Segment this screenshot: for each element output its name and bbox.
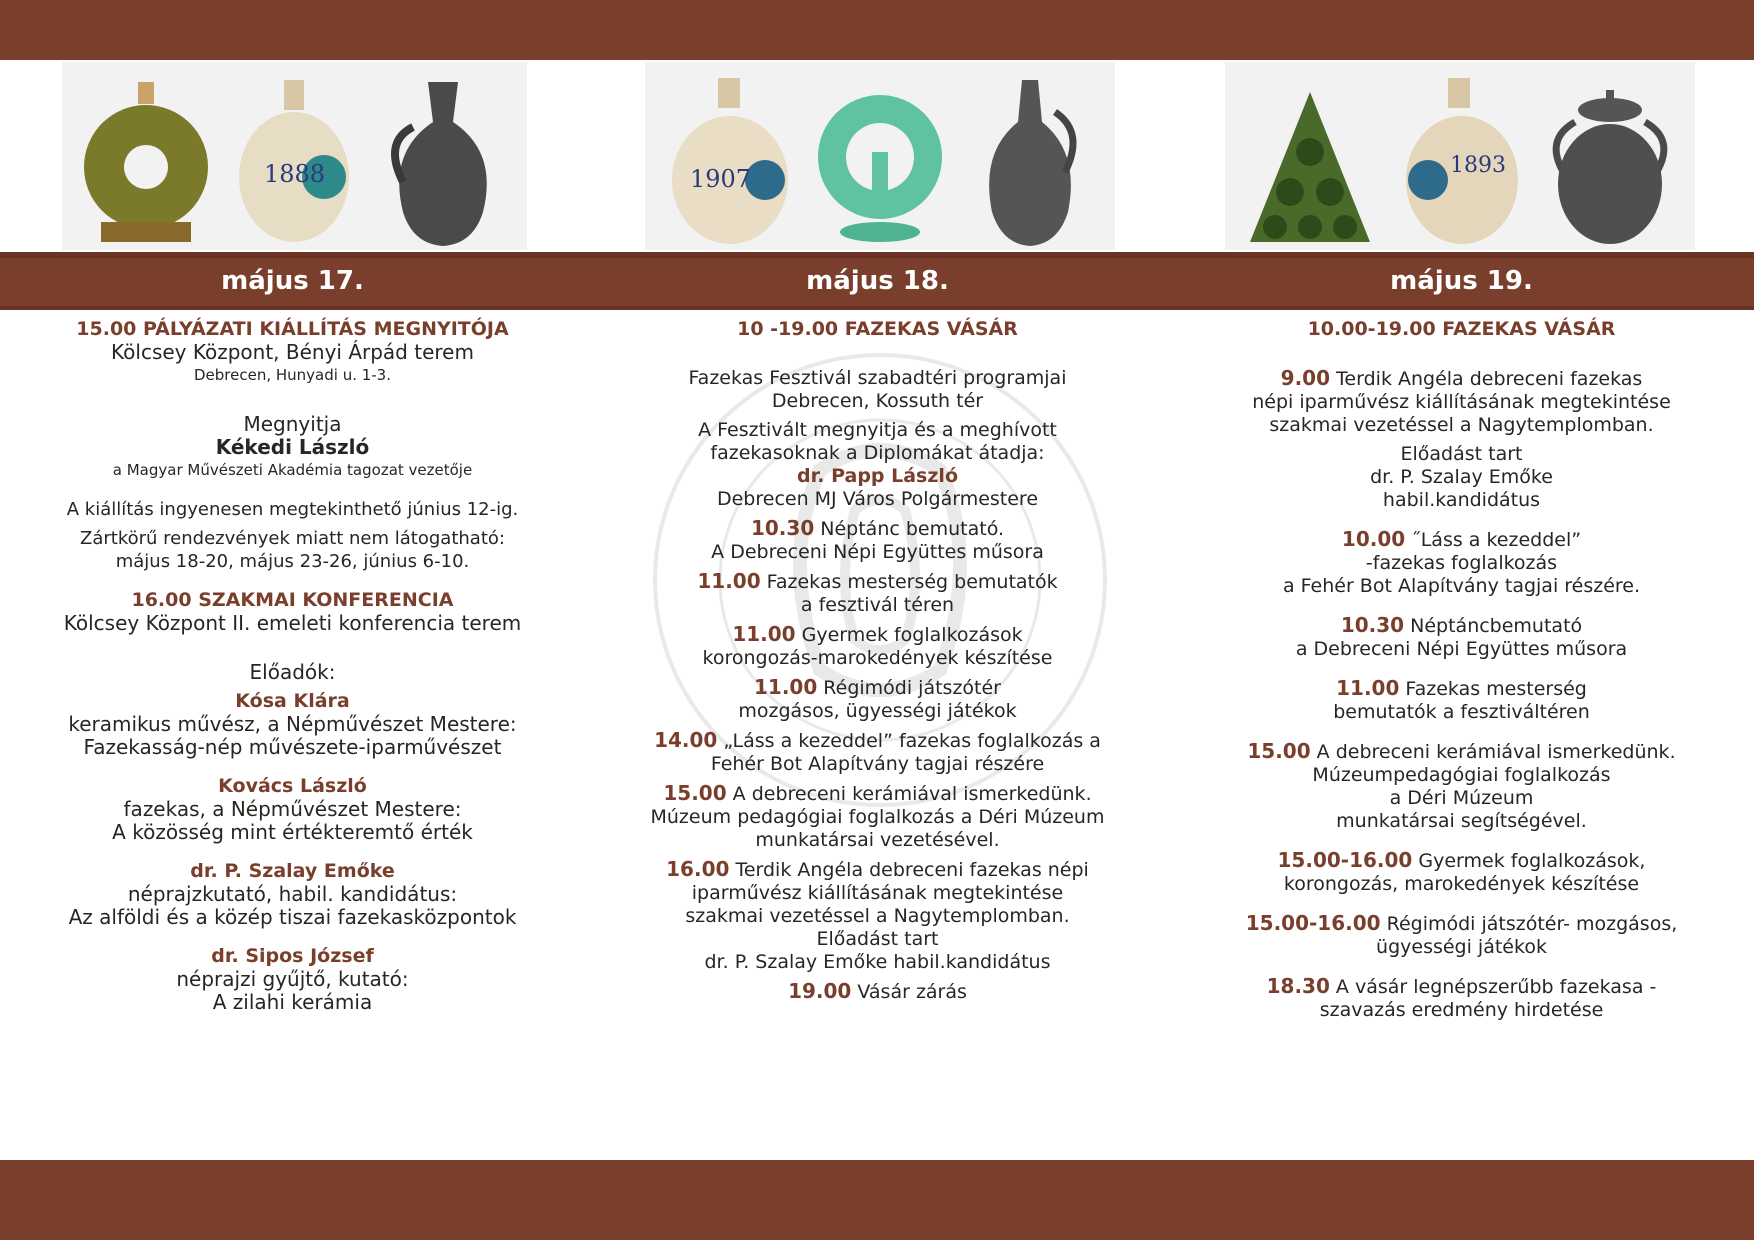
event-closing: 19.00 Vásár zárás	[788, 979, 967, 1003]
day-heading-may-17: május 17.	[221, 266, 364, 296]
event-museum: 15.00 A debreceni kerámiával ismerkedünk.	[1247, 739, 1676, 763]
address: Debrecen, Hunyadi u. 1-3.	[193, 366, 391, 384]
event-time: 18.30	[1266, 974, 1330, 998]
event-time: 15.00-16.00	[1277, 848, 1413, 872]
venue: Kölcsey Központ, Bényi Árpád terem	[111, 340, 474, 364]
event-detail: a Debreceni Népi Együttes műsora	[1295, 638, 1628, 660]
program-may-17	[0, 318, 585, 1014]
opening-line-2: fazekasoknak a Diplomákat átadja:	[710, 442, 1045, 464]
event-folk-dance: 10.30 Néptánc bemutató.	[750, 516, 1005, 540]
photo-group-may-17	[62, 62, 527, 250]
fair-heading: 10 -19.00 FAZEKAS VÁSÁR	[737, 318, 1018, 340]
event-detail: Múzeumpedagógiai foglalkozás	[1312, 764, 1611, 786]
event-playground: 11.00 Régimódi játszótér	[753, 675, 1001, 699]
green-ring-flask-image	[76, 72, 216, 250]
event-vote: 18.30 A vásár legnépszerűbb fazekasa -	[1266, 974, 1657, 998]
event-folk-dance: 10.30 Néptáncbemutató	[1340, 613, 1583, 637]
event-time: 11.00	[753, 675, 818, 699]
event-museum: 15.00 A debreceni kerámiával ismerkedünk.	[663, 781, 1092, 805]
event-detail: munkatársai segítségével.	[1336, 810, 1587, 832]
event-detail: szakmai vezetéssel a Nagytemplomban.	[685, 905, 1070, 927]
event-detail: szavazás eredmény hirdetése	[1319, 999, 1604, 1021]
speaker-role: fazekas, a Népművészet Mestere:	[123, 797, 462, 821]
pottery-photo-strip	[0, 62, 1754, 250]
event-exhibition-tour: 9.00 Terdik Angéla debreceni fazekas	[1280, 366, 1643, 390]
painted-jug-1893-image	[1390, 72, 1530, 250]
speaker-role: keramikus művész, a Népművészet Mestere:	[68, 712, 517, 736]
event-detail: habil.kandidátus	[1382, 489, 1541, 511]
speaker-topic: A zilahi kerámia	[212, 990, 373, 1014]
speaker-role: néprajzkutató, habil. kandidátus:	[127, 882, 458, 906]
opened-by-label: Megnyitja	[243, 412, 342, 436]
exhibition-opening-heading: 15.00 PÁLYÁZATI KIÁLLÍTÁS MEGNYITÓJA	[76, 318, 509, 340]
event-playground: 15.00-16.00 Régimódi játszótér- mozgásos,	[1245, 911, 1678, 935]
closed-dates: május 18-20, május 23-26, június 6-10.	[115, 551, 470, 572]
event-time: 10.30	[750, 516, 815, 540]
event-time: 11.00	[697, 569, 761, 593]
black-lidded-jug-image	[960, 72, 1100, 250]
svg-text:1893: 1893	[1450, 153, 1506, 178]
day-heading-may-18: május 18.	[806, 266, 949, 296]
program-may-18	[585, 318, 1170, 1004]
event-children: 11.00 Gyermek foglalkozások	[732, 622, 1023, 646]
event-detail: iparművész kiállításának megtekintése	[691, 882, 1064, 904]
painted-jug-1907-image	[660, 72, 800, 250]
event-detail: népi iparművész kiállításának megtekintése	[1252, 391, 1671, 413]
event-detail: a Déri Múzeum	[1389, 787, 1534, 809]
svg-text:1907: 1907	[690, 165, 752, 193]
event-detail: mozgásos, ügyességi játékok	[738, 700, 1017, 722]
photo-group-may-18	[645, 62, 1115, 250]
event-detail: Múzeum pedagógiai foglalkozás a Déri Múzeum	[650, 806, 1105, 828]
top-band	[0, 0, 1754, 60]
event-detail: munkatársai vezetésével.	[755, 829, 1000, 851]
event-detail: szakmai vezetéssel a Nagytemplomban.	[1269, 414, 1654, 436]
day-heading-may-19: május 19.	[1390, 266, 1533, 296]
event-time: 9.00	[1280, 366, 1331, 390]
event-craft-demo: 11.00 Fazekas mesterség	[1336, 676, 1587, 700]
event-time: 19.00	[788, 979, 852, 1003]
event-detail: -fazekas foglalkozás	[1365, 552, 1558, 574]
speaker-name: dr. Sipos József	[211, 945, 374, 967]
speaker-name: Kovács László	[218, 775, 367, 797]
program-may-19	[1169, 318, 1754, 1022]
event-detail: Előadást tart	[816, 928, 939, 950]
bottom-band	[0, 1160, 1754, 1240]
opener-title: a Magyar Művészeti Akadémia tagozat vezetője	[112, 461, 473, 479]
event-detail: A Debreceni Népi Együttes műsora	[711, 541, 1044, 563]
event-time: 15.00-16.00	[1245, 911, 1381, 935]
conference-venue: Kölcsey Központ II. emeleti konferencia terem	[63, 611, 522, 635]
opening-line-1: A Fesztivált megnyitja és a meghívott	[698, 419, 1057, 441]
speaker-topic: Fazekasság-nép művészete-iparművészet	[83, 735, 502, 759]
green-pyramid-flask-image	[1240, 72, 1380, 250]
conference-heading: 16.00 SZAKMAI KONFERENCIA	[131, 589, 454, 611]
black-pitcher-image	[373, 72, 513, 250]
event-detail: a Fehér Bot Alapítvány tagjai részére.	[1282, 575, 1641, 597]
speaker-name: dr. P. Szalay Emőke	[190, 860, 395, 882]
free-entry-note: A kiállítás ingyenesen megtekinthető június 12-ig.	[66, 499, 519, 520]
speaker-role: néprajzi gyűjtő, kutató:	[176, 967, 409, 991]
mayor-name: dr. Papp László	[796, 465, 958, 487]
speaker-name: Kósa Klára	[235, 690, 350, 712]
event-time: 16.00	[666, 857, 730, 881]
festival-location: Debrecen, Kossuth tér	[771, 390, 984, 412]
event-exhibition-tour: 16.00 Terdik Angéla debreceni fazekas népi	[666, 857, 1089, 881]
event-hands-on: 14.00 „Láss a kezeddel” fazekas foglalkozás a	[654, 728, 1101, 752]
event-detail: ügyességi játékok	[1376, 936, 1547, 958]
event-craft-demo: 11.00 Fazekas mesterség bemutatók	[697, 569, 1058, 593]
black-lidded-pot-image	[1540, 72, 1680, 250]
event-time: 11.00	[732, 622, 796, 646]
event-time: 15.00	[663, 781, 727, 805]
event-detail: bemutatók a fesztiváltéren	[1333, 701, 1590, 723]
event-detail: a fesztivál téren	[800, 594, 955, 616]
event-detail: dr. P. Szalay Emőke habil.kandidátus	[704, 951, 1051, 973]
speaker-topic: Az alföldi és a közép tiszai fazekasközpontok	[68, 905, 517, 929]
event-hands-on: 10.00 ˝Láss a kezeddel”	[1341, 527, 1582, 551]
fair-heading: 10.00-19.00 FAZEKAS VÁSÁR	[1307, 318, 1616, 340]
event-detail: korongozás, marokedények készítése	[1283, 873, 1640, 895]
event-time: 15.00	[1247, 739, 1311, 763]
opener-name: Kékedi László	[215, 435, 370, 459]
event-time: 11.00	[1336, 676, 1400, 700]
svg-text:1888: 1888	[264, 160, 326, 188]
mayor-title: Debrecen MJ Város Polgármestere	[716, 488, 1039, 510]
event-detail: korongozás-marokedények készítése	[702, 647, 1053, 669]
event-detail: Előadást tart	[1400, 443, 1523, 465]
turquoise-ring-vessel-image	[810, 72, 950, 250]
painted-jug-1888-image	[224, 72, 364, 250]
speaker-topic: A közösség mint értékteremtő érték	[112, 820, 473, 844]
event-time: 14.00	[654, 728, 718, 752]
event-detail: Fehér Bot Alapítvány tagjai részére	[710, 753, 1045, 775]
festival-programs: Fazekas Fesztivál szabadtéri programjai	[688, 367, 1067, 389]
event-children: 15.00-16.00 Gyermek foglalkozások,	[1277, 848, 1646, 872]
speakers-label: Előadók:	[249, 660, 336, 684]
photo-group-may-19	[1225, 62, 1695, 250]
event-detail: dr. P. Szalay Emőke	[1370, 466, 1553, 488]
event-time: 10.00	[1341, 527, 1406, 551]
event-time: 10.30	[1340, 613, 1405, 637]
closed-note: Zártkörű rendezvények miatt nem látogatható:	[80, 528, 505, 549]
